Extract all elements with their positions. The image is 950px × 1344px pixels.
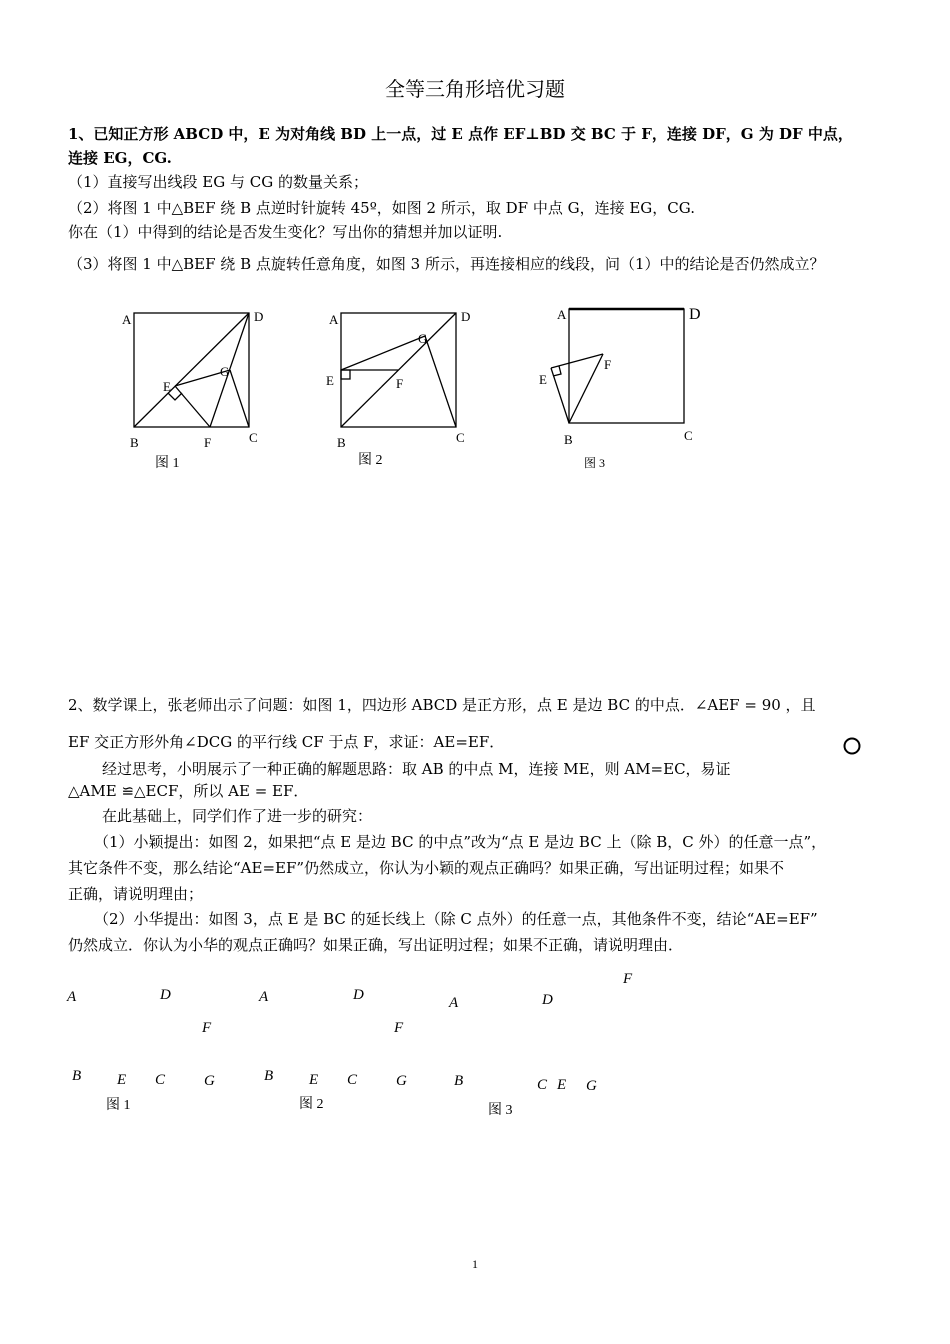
q2fig3-label-e: E xyxy=(557,1077,567,1093)
q1-part2: （2）将图 1 中△BEF 绕 B 点逆时针旋转 45º，如图 2 所示，取 DF 中点 G，连接 EG，CG. xyxy=(68,199,695,217)
q2fig2-label-e: E xyxy=(309,1072,319,1088)
q2fig2-label-d: D xyxy=(353,987,364,1003)
q1-line2: 连接 EG，CG. xyxy=(68,149,172,167)
q1-line1: 1、已知正方形 ABCD 中，E 为对角线 BD 上一点，过 E 点作 EF⊥BD 交 BC 于 F，连接 DF，G 为 DF 中点， xyxy=(68,125,853,143)
fig3-label-c: C xyxy=(684,428,693,443)
fig3-label-a: A xyxy=(557,307,567,322)
q2-line10: 仍然成立．你认为小华的观点正确吗？如果正确，写出证明过程；如果不正确，请说明理由． xyxy=(68,936,684,954)
fig3-label-b: B xyxy=(564,432,573,447)
page-number: 1 xyxy=(472,1257,478,1271)
q2fig3-label-c: C xyxy=(537,1077,548,1093)
fig1-label-f: F xyxy=(204,435,212,450)
q2fig2-caption: 图 2 xyxy=(299,1097,324,1112)
q2fig1-label-b: B xyxy=(72,1068,82,1084)
q2fig3-label-b: B xyxy=(454,1073,464,1089)
page-title: 全等三角形培优习题 xyxy=(385,77,565,101)
q1-part2b: 你在（1）中得到的结论是否发生变化？写出你的猜想并加以证明. xyxy=(68,223,503,241)
q2-line3: 经过思考，小明展示了一种正确的解题思路：取 AB 的中点 M，连接 ME，则 AM=EC，易证 xyxy=(102,760,731,778)
fig1-label-b: B xyxy=(130,435,139,450)
fig1-label-g: G xyxy=(220,364,230,379)
q2fig2-label-c: C xyxy=(347,1072,358,1088)
q2fig2-label-f: F xyxy=(394,1020,404,1036)
q2fig1-label-a: A xyxy=(67,989,77,1005)
q2-line7: 其它条件不变，那么结论“AE=EF”仍然成立，你认为小颖的观点正确吗？如果正确，写出证明过程；如果不 xyxy=(68,859,785,877)
fig1-label-a: A xyxy=(122,312,132,327)
q1-part1: （1）直接写出线段 EG 与 CG 的数量关系； xyxy=(68,173,369,191)
q2fig2-label-b: B xyxy=(264,1068,274,1084)
q2fig3-label-a: A xyxy=(449,995,459,1011)
fig2-label-g: G xyxy=(418,331,428,346)
fig2-label-c: C xyxy=(456,430,465,445)
q2fig2-label-a: A xyxy=(259,989,269,1005)
q2-line5: 在此基础上，同学们作了进一步的研究： xyxy=(102,807,373,825)
q2fig1-label-c: C xyxy=(155,1072,166,1088)
fig3-label-e: E xyxy=(539,372,547,387)
fig2-caption: 图 2 xyxy=(358,453,383,468)
fig3-caption: 图 3 xyxy=(584,456,606,470)
q2fig1-label-d: D xyxy=(160,987,171,1003)
fig1-label-d: D xyxy=(254,309,264,324)
fig3-label-d: D xyxy=(689,306,701,323)
fig1-label-c: C xyxy=(249,430,258,445)
fig2-label-d: D xyxy=(461,309,471,324)
q2fig1-label-g: G xyxy=(204,1073,215,1089)
q1-part3: （3）将图 1 中△BEF 绕 B 点旋转任意角度，如图 3 所示，再连接相应的线段，问（1）中的结论是否仍然成立？ xyxy=(68,255,825,273)
q2fig3-label-f: F xyxy=(623,971,633,987)
fig2-label-f: F xyxy=(396,376,404,391)
fig2-label-b: B xyxy=(337,435,346,450)
q2fig1-caption: 图 1 xyxy=(106,1098,131,1113)
q2fig1-label-f: F xyxy=(202,1020,212,1036)
fig1-caption: 图 1 xyxy=(155,456,180,471)
q2fig3-label-d: D xyxy=(542,992,553,1008)
q2-line9: （2）小华提出：如图 3，点 E 是 BC 的延长线上（除 C 点外）的任意一点，其他条件不变，结论“AE=EF” xyxy=(94,910,818,928)
q2-line6: （1）小颖提出：如图 2，如果把“点 E 是边 BC 的中点”改为“点 E 是边 BC 上（除 B，C 外）的任意一点”， xyxy=(94,833,827,851)
q2-line4: △AME ≌△ECF，所以 AE = EF． xyxy=(68,782,309,800)
q2-line8: 正确，请说明理由； xyxy=(68,885,204,903)
fig3-label-f: F xyxy=(604,357,612,372)
fig2-label-a: A xyxy=(329,312,339,327)
fig1-label-e: E xyxy=(163,379,171,394)
q2fig3-caption: 图 3 xyxy=(488,1103,513,1118)
q2fig1-label-e: E xyxy=(117,1072,127,1088)
q2fig2-label-g: G xyxy=(396,1073,407,1089)
q2-line2: EF 交正方形外角∠DCG 的平行线 CF 于点 F，求证：AE=EF． xyxy=(68,733,505,751)
q2fig3-label-g: G xyxy=(586,1078,597,1094)
fig2-label-e: E xyxy=(326,373,334,388)
q2-line1: 2、数学课上，张老师出示了问题：如图 1，四边形 ABCD 是正方形，点 E 是边 BC 的中点．∠AEF = 90 ，且 xyxy=(68,696,816,714)
